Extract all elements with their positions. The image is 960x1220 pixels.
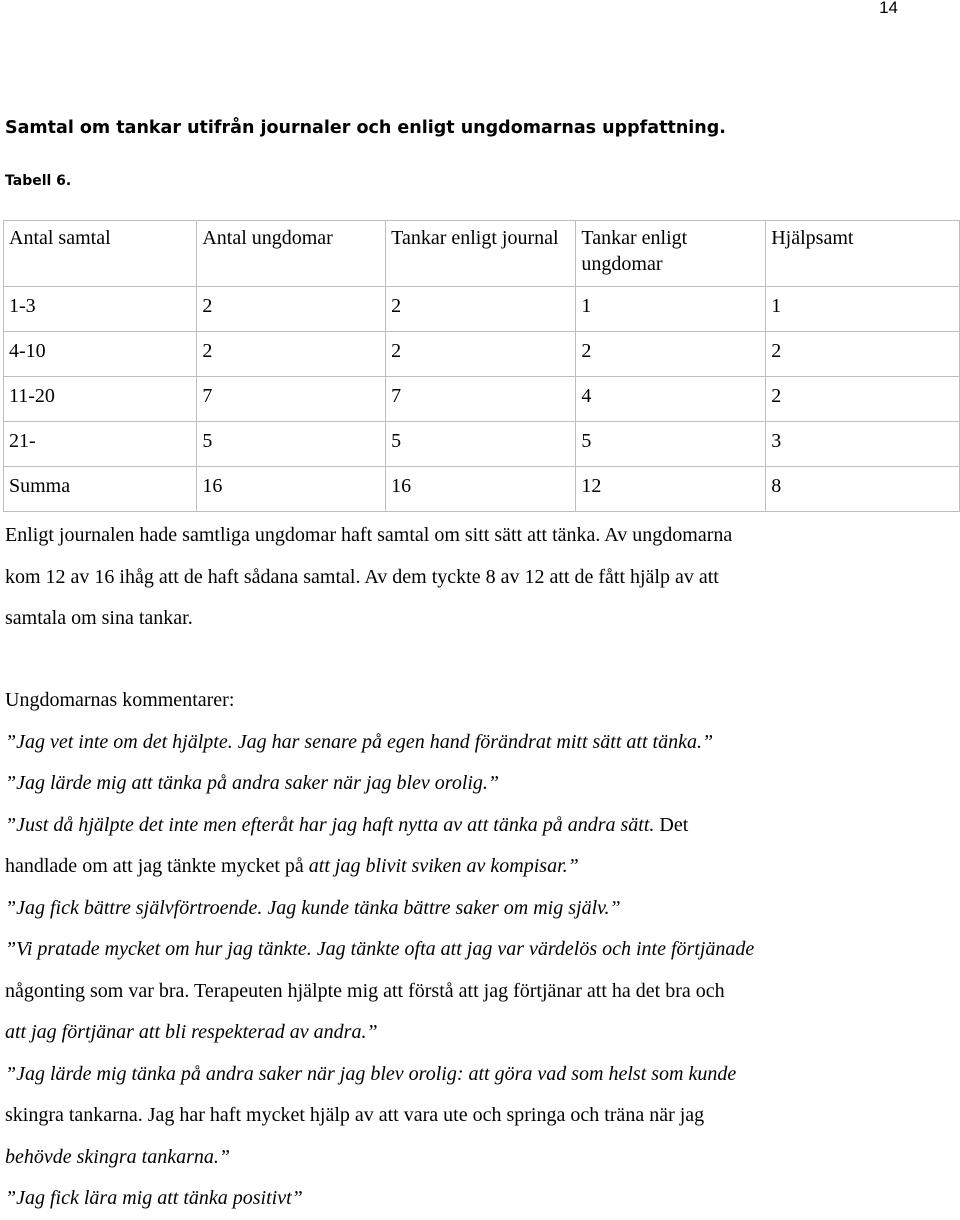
comment-line [5,929,925,971]
page-number: 14 [879,0,898,17]
table-row [4,377,960,422]
table-cell: 2 [197,287,386,332]
comment-line [5,763,925,805]
comment-segment: handlade om att jag tänkte mycket på [5,855,309,877]
table-cell: 12 [576,467,766,512]
comment-line [5,1095,925,1137]
table-cell: 5 [386,422,576,467]
comment-segment: ”Jag fick bättre självförtroende. Jag kunde tänka bättre saker om mig själv.” [5,896,621,919]
comment-segment: ”Just då hjälpte det inte men efteråt har jag haft nytta av att tänka på andra sätt. [5,813,655,836]
comment-segment: skingra tankarna. Jag har haft mycket hjälp av att vara ute och springa och träna när jag [5,1104,705,1126]
header-cell: Tankar enligt ungdomar [576,221,766,287]
table-cell: 1 [766,287,960,332]
table-cell: 2 [386,332,576,377]
table-cell: 8 [766,467,960,512]
comment-segment: ”Jag lärde mig tänka på andra saker när jag blev orolig: att göra vad som helst som kunde [5,1062,737,1085]
comments-heading: Ungdomarnas kommentarer: [5,689,235,711]
data-table [3,220,960,512]
table-cell: 2 [386,287,576,332]
comment-segment: ”Jag lärde mig att tänka på andra saker när jag blev orolig.” [5,772,500,794]
comment-line [5,846,925,888]
header-cell: Antal samtal [4,221,197,287]
table-header-row [4,221,960,287]
table-cell: 16 [197,467,386,512]
table-cell: 2 [576,332,766,377]
comment-line [5,1178,925,1220]
comment-segment: att jag blivit sviken av kompisar.” [308,855,579,877]
paragraph-line: kom 12 av 16 ihåg att de haft sådana samtal. Av dem tyckte 8 av 12 att de fått hjälp av att [5,565,719,588]
table-cell: 5 [197,422,386,467]
comment-segment: ”Jag vet inte om det hjälpte. Jag har senare på egen hand förändrat mitt sätt att tänka.” [5,730,714,753]
table-caption: Tabell 6. [5,173,72,189]
header-cell: Hjälpsamt [766,221,960,287]
paragraph-line: Enligt journalen hade samtliga ungdomar haft samtal om sitt sätt att tänka. Av ungdomarna [5,524,733,546]
table-cell: 7 [197,377,386,422]
table-cell: 3 [766,422,960,467]
table-cell: 11-20 [4,377,197,422]
header-cell: Antal ungdomar [197,221,386,287]
comment-line [5,722,925,764]
comment-segment: ”Vi pratade mycket om hur jag tänkte. Jag tänkte ofta att jag var värdelös och inte förtjänade [5,938,755,960]
table-row [4,422,960,467]
section-heading: Samtal om tankar utifrån journaler och enligt ungdomarnas uppfattning. [5,118,726,138]
table-cell: 1-3 [4,287,197,332]
table-cell: 16 [386,467,576,512]
table-cell: 2 [766,332,960,377]
table-cell: 1 [576,287,766,332]
comment-lines [5,722,925,1220]
table-cell: 4-10 [4,332,197,377]
summary-paragraph [5,515,925,640]
table-cell: 7 [386,377,576,422]
table-cell: 5 [576,422,766,467]
table-row [4,287,960,332]
comments-section [5,680,925,1220]
comment-line [5,888,925,930]
table-cell: Summa [4,467,197,512]
table-cell: 21- [4,422,197,467]
comment-segment: att jag förtjänar att bli respekterad av andra.” [5,1021,378,1043]
table-cell: 4 [576,377,766,422]
table-row [4,332,960,377]
comment-line [5,1054,925,1096]
comment-line [5,971,925,1013]
comment-segment: behövde skingra tankarna.” [5,1145,230,1168]
paragraph-line: samtala om sina tankar. [5,607,193,629]
table-cell: 2 [766,377,960,422]
table-row [4,467,960,512]
comment-segment: ”Jag fick lära mig att tänka positivt” [5,1187,303,1209]
table-cell: 2 [197,332,386,377]
comment-line [5,1137,925,1179]
comment-segment: Det [654,813,689,836]
comment-segment: någonting som var bra. Terapeuten hjälpte mig att förstå att jag förtjänar att ha det bra och [5,979,725,1002]
comment-line [5,805,925,847]
comment-line [5,1012,925,1054]
header-cell: Tankar enligt journal [386,221,576,287]
